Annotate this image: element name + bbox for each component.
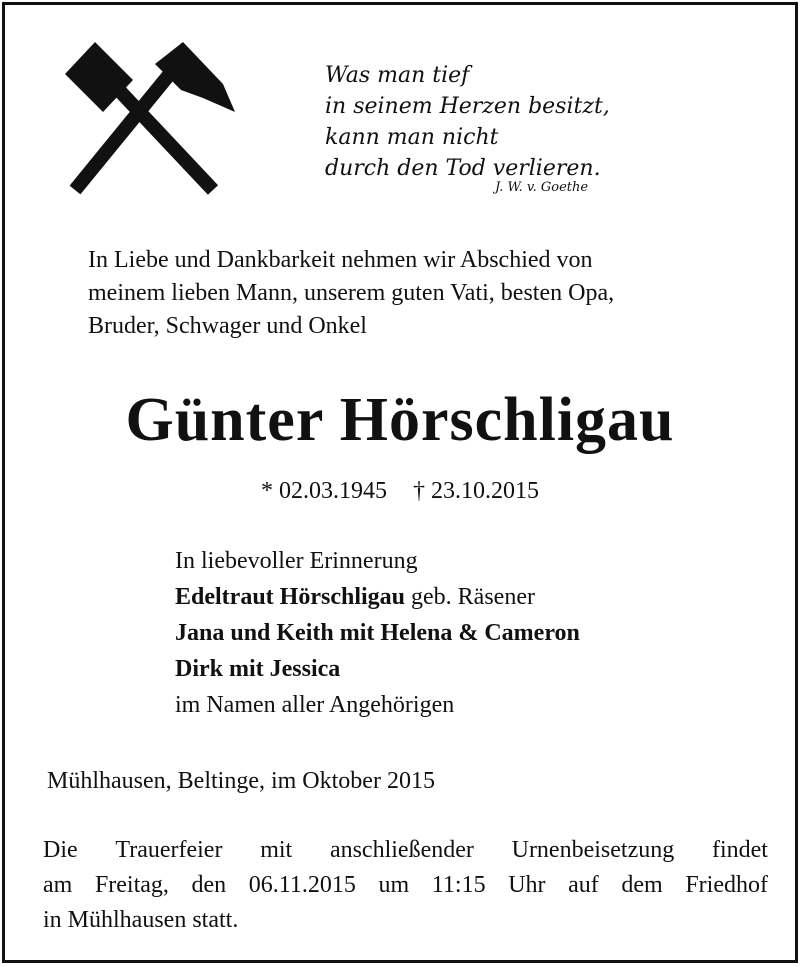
birth-date: 02.03.1945: [279, 478, 387, 504]
spouse-maiden-name: geb. Räsener: [411, 584, 535, 610]
farewell-line: In Liebe und Dankbarkeit nehmen wir Abschied von: [88, 247, 593, 273]
goethe-quote: [325, 60, 610, 184]
funeral-word: 11:15: [431, 872, 486, 898]
funeral-word: um: [378, 872, 410, 898]
quote-author: J. W. v. Goethe: [495, 180, 589, 195]
funeral-word: auf: [568, 872, 599, 898]
funeral-word: Urnenbeisetzung: [511, 837, 675, 863]
funeral-word: Trauerfeier: [115, 837, 223, 863]
funeral-word: 06.11.2015: [248, 872, 356, 898]
funeral-line: [43, 868, 768, 903]
death-symbol: †: [413, 478, 425, 504]
funeral-word: am: [43, 872, 73, 898]
mourner-family: Jana und Keith mit Helena & Cameron: [175, 620, 580, 646]
funeral-line: [43, 833, 768, 868]
farewell-line: Bruder, Schwager und Onkel: [88, 313, 367, 339]
funeral-notice: [43, 833, 768, 938]
mourner-spouse: [175, 579, 580, 615]
deceased-name: Günter Hörschligau: [125, 386, 675, 454]
quote-line: kann man nicht: [325, 125, 499, 150]
life-dates: [0, 478, 800, 505]
mourners-closing: im Namen aller Angehörigen: [175, 692, 455, 718]
quote-line: in seinem Herzen besitzt,: [325, 94, 610, 119]
farewell-line: meinem lieben Mann, unserem guten Vati, besten Opa,: [88, 280, 615, 306]
quote-line: Was man tief: [325, 63, 470, 88]
funeral-line: in Mühlhausen statt.: [43, 907, 239, 933]
funeral-word: findet: [711, 837, 768, 863]
funeral-word: anschließender: [329, 837, 474, 863]
funeral-word: Friedhof: [685, 872, 768, 898]
spouse-name: Edeltraut Hörschligau: [175, 584, 406, 610]
birth-symbol: *: [261, 478, 273, 504]
mourners-intro: In liebevoller Erinnerung: [175, 548, 418, 574]
funeral-word: den: [191, 872, 227, 898]
funeral-word: mit: [260, 837, 293, 863]
mourners-list: [175, 543, 580, 723]
funeral-word: Uhr: [508, 872, 546, 898]
mourner-family: Dirk mit Jessica: [175, 656, 341, 682]
funeral-word: Freitag,: [94, 872, 169, 898]
death-date: 23.10.2015: [431, 478, 539, 504]
hammer-and-pick-icon: [55, 40, 240, 200]
funeral-word: dem: [621, 872, 663, 898]
funeral-word: Die: [43, 837, 78, 863]
quote-line: durch den Tod verlieren.: [325, 156, 601, 181]
place-and-date: Mühlhausen, Beltinge, im Oktober 2015: [47, 768, 435, 794]
farewell-text: [88, 244, 768, 343]
